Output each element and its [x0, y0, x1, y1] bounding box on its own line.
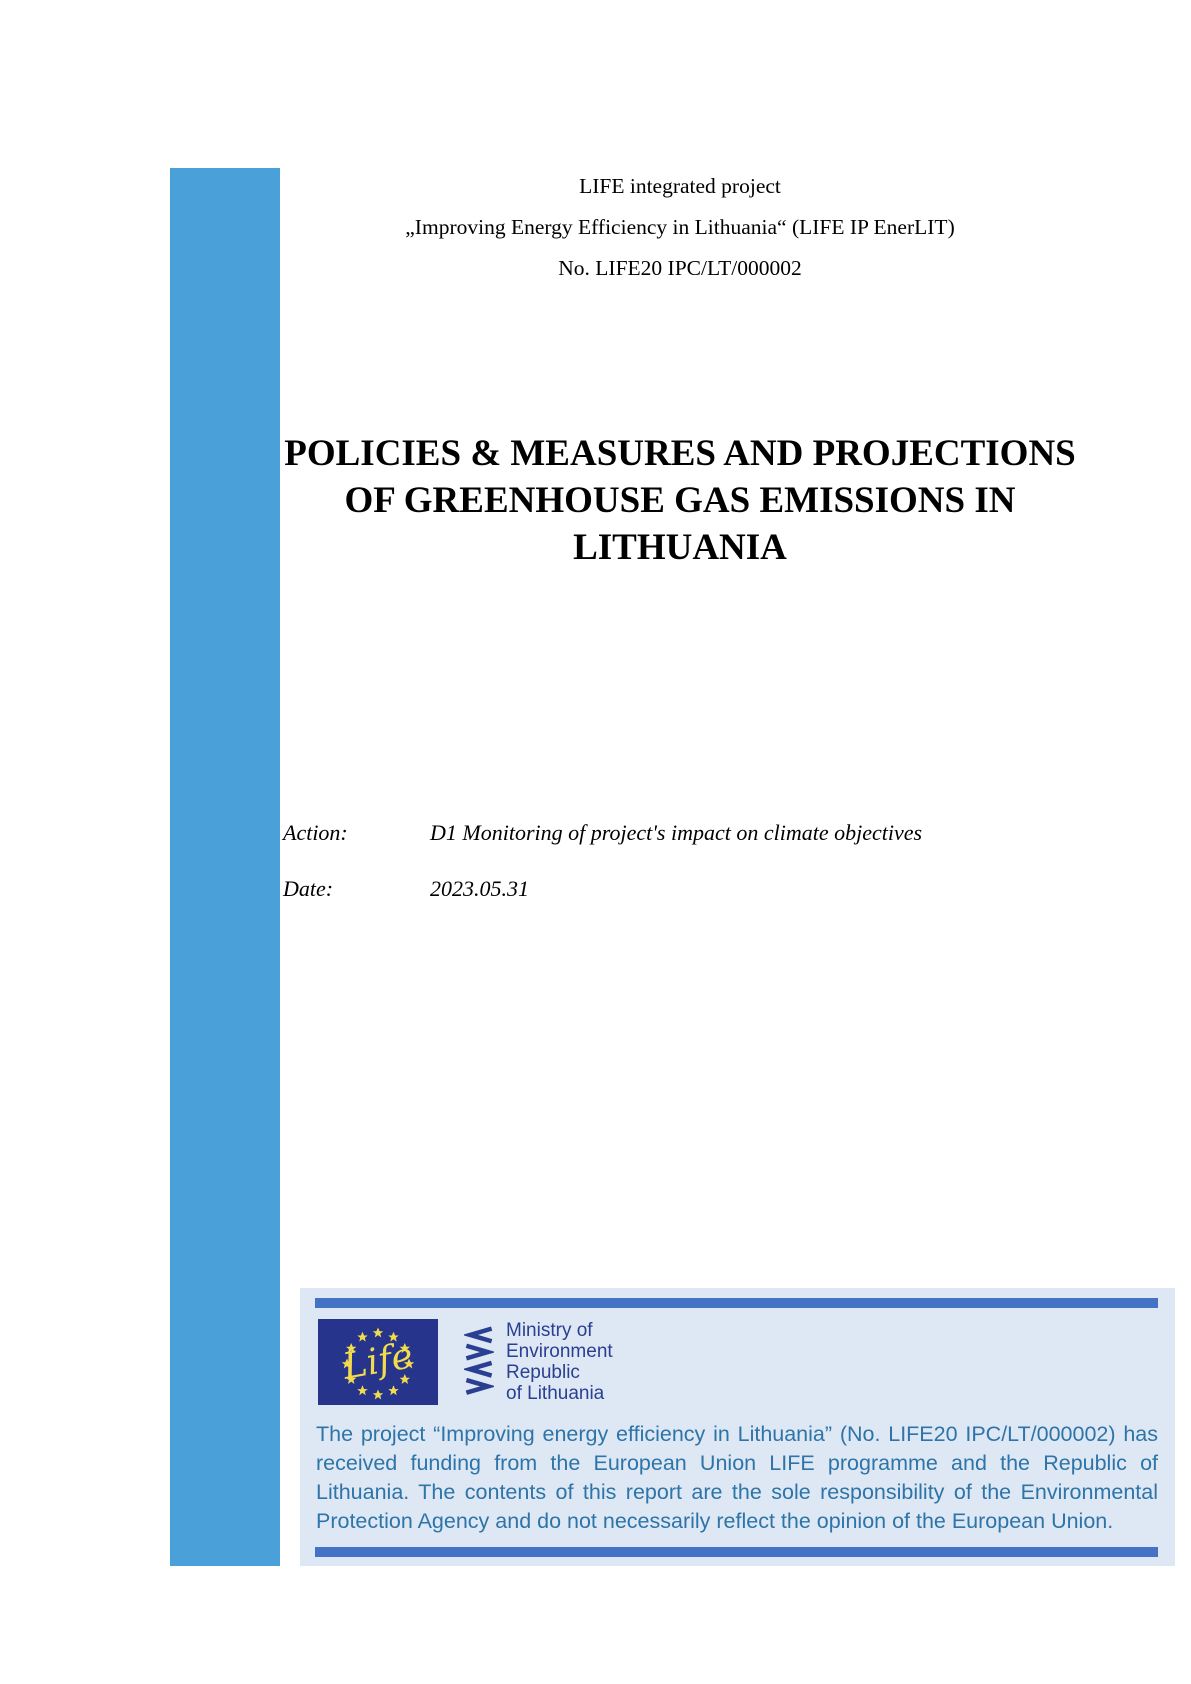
date-row	[283, 876, 922, 902]
ministry-line2: Environment	[506, 1341, 613, 1362]
ministry-logo-mark-icon	[464, 1325, 494, 1399]
document-title-line2: OF GREENHOUSE GAS EMISSIONS IN	[344, 480, 1016, 521]
funding-statement: The project “Improving energy efficiency in Lithuania” (No. LIFE20 IPC/LT/000002) has received funding from the European Union LIFE programme and the Republic of Lithuania. The contents of this report are the sole responsibility of the Environmental Protection Agency and do not necessarily reflect the opinion of the European Union.	[316, 1422, 1158, 1533]
document-title-line1: POLICIES & MEASURES AND PROJECTIONS	[284, 433, 1076, 474]
funding-box-top-rule	[315, 1298, 1158, 1308]
life-logo-text: Life	[339, 1334, 416, 1388]
project-header	[280, 166, 1080, 289]
action-row	[283, 820, 922, 846]
ministry-line1: Ministry of	[506, 1320, 593, 1341]
funding-box	[300, 1288, 1175, 1566]
left-accent-stripe	[170, 168, 280, 1566]
ministry-line4: of Lithuania	[506, 1383, 605, 1404]
date-value: 2023.05.31	[430, 876, 529, 901]
document-title	[230, 430, 1130, 571]
action-value: D1 Monitoring of project's impact on climate objectives	[430, 820, 923, 845]
project-header-line3: No. LIFE20 IPC/LT/000002	[558, 256, 802, 280]
project-header-line1: LIFE integrated project	[579, 174, 781, 198]
date-label: Date:	[283, 876, 334, 901]
life-eu-flag-logo	[318, 1319, 438, 1405]
logo-row	[318, 1319, 613, 1405]
ministry-line3: Republic	[506, 1362, 580, 1383]
document-meta	[283, 820, 922, 932]
document-title-line3: LITHUANIA	[573, 527, 787, 568]
ministry-logo-text	[506, 1320, 613, 1404]
action-label: Action:	[283, 820, 348, 845]
project-header-line2: „Improving Energy Efficiency in Lithuania“ (LIFE IP EnerLIT)	[405, 215, 955, 239]
funding-box-bottom-rule	[315, 1547, 1158, 1557]
